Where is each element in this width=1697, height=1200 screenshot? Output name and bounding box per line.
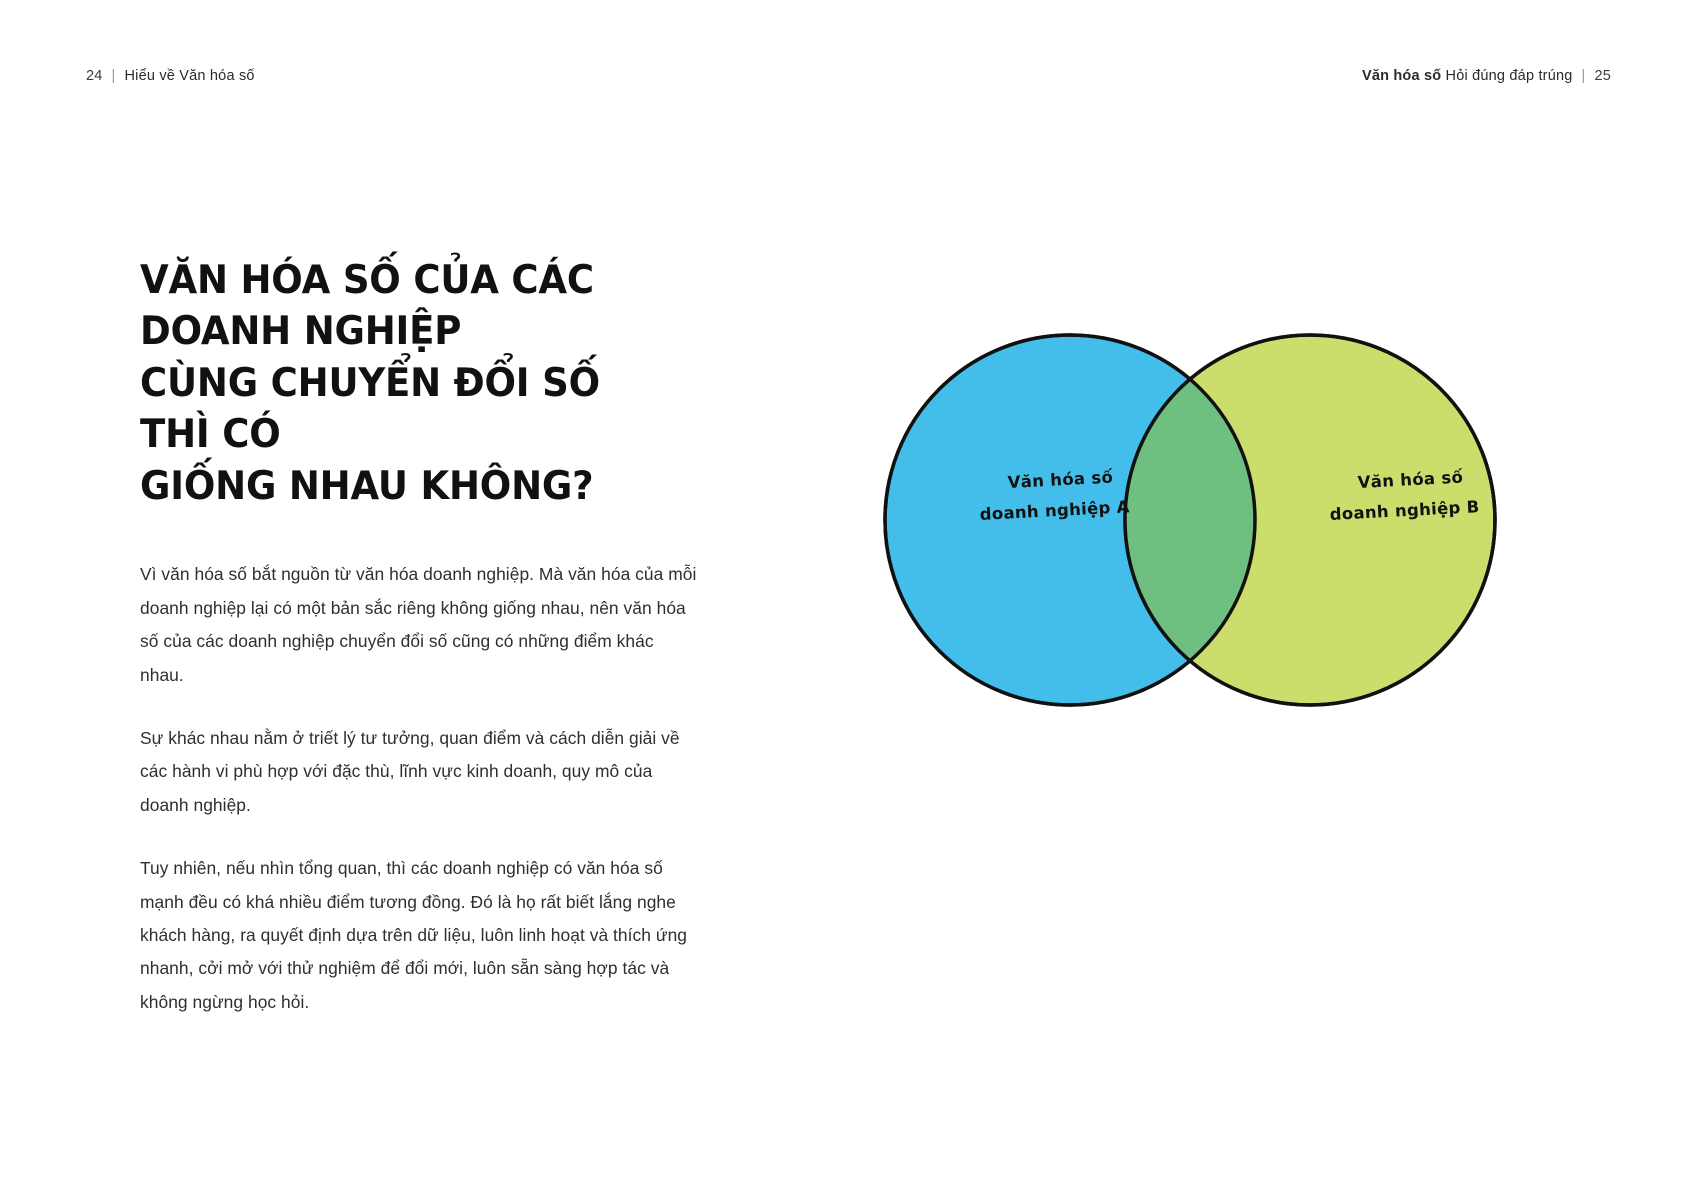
article-text-column	[140, 255, 700, 1019]
headline-line-1: VĂN HÓA SỐ CỦA CÁC DOANH NGHIỆP	[140, 258, 594, 355]
right-page-number: 25	[1594, 68, 1611, 84]
venn-label-right-line-2: doanh nghiệp B	[1329, 497, 1481, 524]
venn-label-right-line-1: Văn hóa số	[1357, 467, 1464, 492]
venn-label-left-line-1: Văn hóa số	[1007, 467, 1114, 492]
page-title	[140, 255, 672, 512]
body-paragraph: Sự khác nhau nằm ở triết lý tư tưởng, quan điểm và cách diễn giải về các hành vi phù hợp với đặc thù, lĩnh vực kinh doanh, quy mô của doanh nghiệp.	[140, 727, 680, 815]
venn-diagram	[880, 330, 1500, 710]
venn-diagram-svg	[880, 330, 1500, 710]
headline-line-3: GIỐNG NHAU KHÔNG?	[140, 463, 594, 509]
running-head-separator-right: |	[1581, 68, 1586, 84]
left-page-number: 24	[86, 68, 103, 84]
running-head-left-title: Hiểu về Văn hóa số	[124, 68, 255, 84]
running-head-right	[1362, 68, 1611, 84]
running-head-separator: |	[111, 68, 116, 84]
running-head-right-title-rest: Hỏi đúng đáp trúng	[1445, 68, 1573, 84]
running-head-left	[86, 68, 255, 84]
headline-line-2: CÙNG CHUYỂN ĐỔI SỐ THÌ CÓ	[140, 360, 600, 458]
body-paragraph: Tuy nhiên, nếu nhìn tổng quan, thì các doanh nghiệp có văn hóa số mạnh đều có khá nhiều điểm tương đồng. Đó là họ rất biết lắng nghe khách hàng, ra quyết định dựa trên dữ liệu, luôn linh hoạt và thích ứng nhanh, cởi mở với thử nghiệm để đổi mới, luôn sẵn sàng hợp tác và không ngừng học hỏi.	[140, 858, 688, 1012]
running-head-right-title-bold: Văn hóa số	[1361, 68, 1442, 84]
venn-label-left-line-2: doanh nghiệp A	[979, 497, 1131, 524]
body-paragraph: Vì văn hóa số bắt nguồn từ văn hóa doanh nghiệp. Mà văn hóa của mỗi doanh nghiệp lại có một bản sắc riêng không giống nhau, nên văn hóa số của các doanh nghiệp chuyển đổi số cũng có những điểm khác nhau.	[140, 564, 697, 685]
